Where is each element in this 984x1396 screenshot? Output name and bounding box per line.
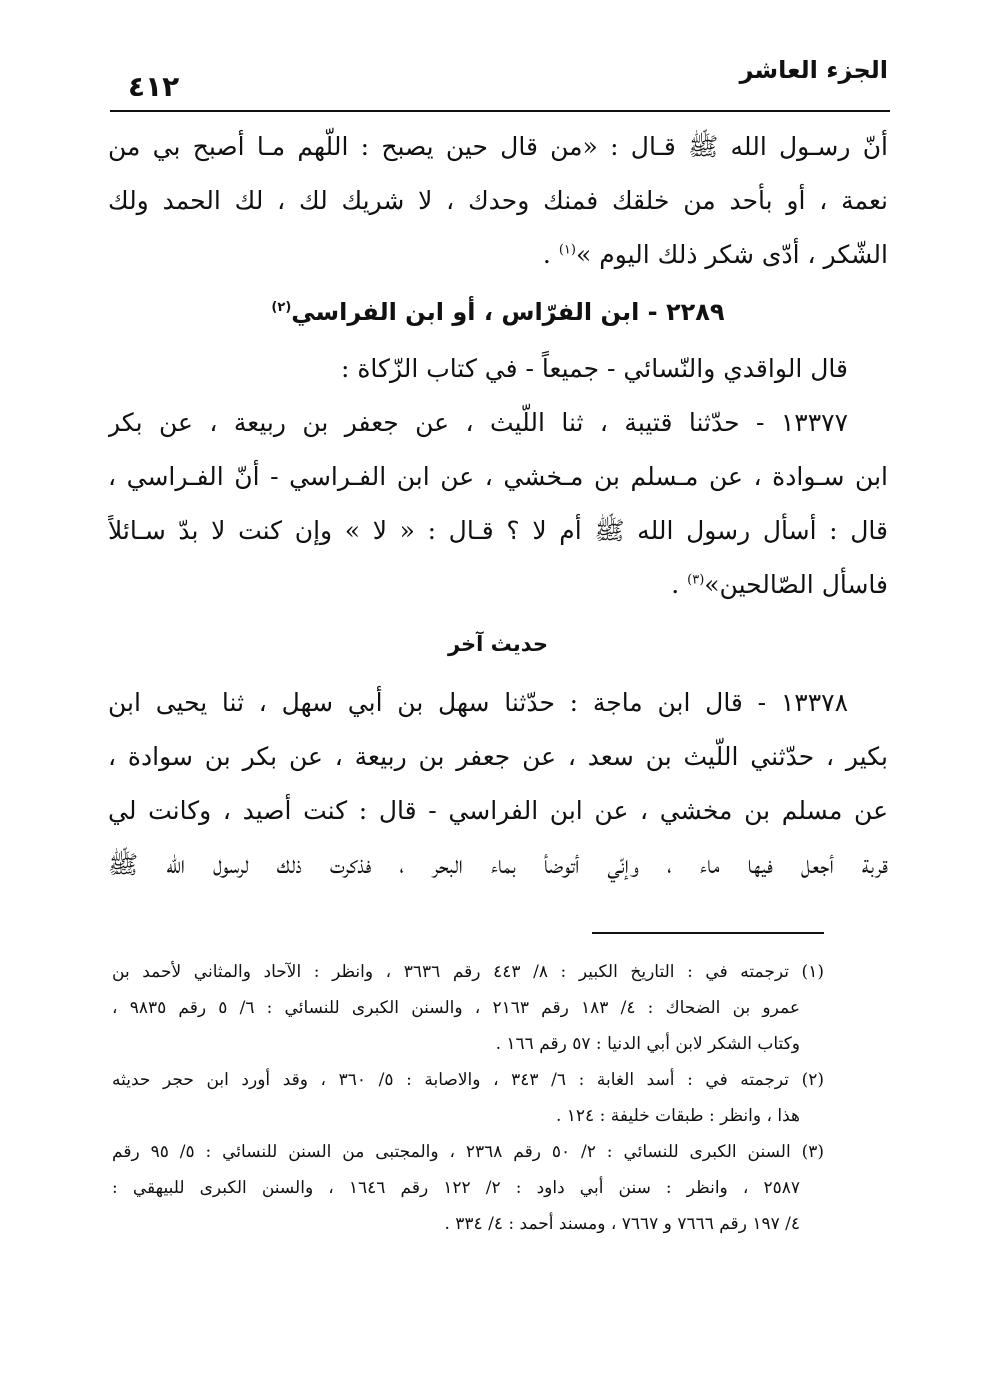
page-number: ٤١٢ [128, 70, 180, 103]
text-line: فاسأل الصّالحين»$^{(٣)}$ . [671, 570, 888, 599]
footnote-2-line: هذا ، وانظر : طبقات خليفة : ١٢٤ . [555, 1106, 800, 1126]
text-line: نعمة ، أو بأحد من خلقك فمنك وحدك ، لا شريك لك ، لك الحمد ولك [108, 186, 888, 215]
text-line: عن مسلم بن مخشي ، عن ابن الفراسي - قال : كنت أصيد ، وكانت لي [108, 796, 888, 825]
text-line: بكير ، حدّثني اللّيث بن سعد ، عن جعفر بن ربيعة ، عن بكر بن سوادة ، [108, 742, 888, 771]
header-rule [110, 110, 890, 112]
running-title: الجزء العاشر [739, 56, 888, 84]
main-text [108, 120, 888, 892]
footnotes [112, 954, 824, 1242]
footnote-2: (٢) ترجمته في : أسد الغابة : ٦/ ٣٤٣ ، والاصابة : ٥/ ٣٦٠ ، وقد أورد ابن حجر حديثه [112, 1070, 824, 1090]
footnote-ref: (٢) [271, 300, 292, 315]
footnote-rule [592, 932, 824, 934]
entry-heading: ٢٢٨٩ - ابن الفرّاس ، أو ابن الفراسي$^{(٢)}$ [271, 298, 725, 326]
text-line: قربة أجعل فيها ماء ، وإنّي أتوضأ بماء البحر ، فذكرت ذلك لرسول الله ﷺ [108, 850, 888, 879]
footnote-3-line: ٢٥٨٧ ، وانظر : سنن أبي داود : ٢/ ١٢٢ رقم ١٦٤٦ ، والسنن الكبرى للبيهقي : [112, 1178, 800, 1198]
text-line: أنّ رسـول الله ﷺ قـال : «من قال حين يصبح : اللّهم مـا أصبح بي من [108, 132, 888, 161]
section-heading: حديث آخر [447, 632, 549, 656]
footnote-3: (٣) السنن الكبرى للنسائي : ٢/ ٥٠ رقم ٢٣٦٨ ، والمجتبى من السنن للنسائي : ٥/ ٩٥ رقم [112, 1142, 824, 1162]
hadith-line: ١٣٣٧٧ - حدّثنا قتيبة ، ثنا اللّيث ، عن جعفر بن ربيعة ، عن بكر [108, 408, 848, 437]
hadith-line: ١٣٣٧٨ - قال ابن ماجة : حدّثنا سهل بن أبي سهل ، ثنا يحيى ابن [108, 688, 848, 717]
text-line: قال الواقدي والنّسائي - جميعاً - في كتاب الزّكاة : [340, 354, 848, 383]
text-line: قال : أسأل رسول الله ﷺ أم لا ؟ قـال : « لا » وإن كنت لا بدّ سـائلاً [108, 516, 888, 545]
footnote-3-line: ٤/ ١٩٧ رقم ٧٦٦٦ و ٧٦٦٧ ، ومسند أحمد : ٤/ ٣٣٤ . [444, 1214, 800, 1234]
footnote-ref: (٣) [687, 572, 705, 588]
text-line: الشّكر ، أدّى شكر ذلك اليوم »$^{(١)}$ . [542, 240, 888, 269]
text-line: ابن سـوادة ، عن مـسلم بن مـخشي ، عن ابن الفـراسي - أنّ الفـراسي ، [108, 462, 888, 491]
footnote-1-line: وكتاب الشكر لابن أبي الدنيا : ٥٧ رقم ١٦٦ . [495, 1034, 800, 1054]
footnote-1: (١) ترجمته في : التاريخ الكبير : ٨/ ٤٤٣ رقم ٣٦٣٦ ، وانظر : الآحاد والمثاني لأحمد بن [112, 962, 824, 982]
footnote-ref: (١) [558, 242, 576, 258]
footnote-1-line: عمرو بن الضحاك : ٤/ ١٨٣ رقم ٢١٦٣ ، والسنن الكبرى للنسائي : ٦/ ٥ رقم ٩٨٣٥ ، [112, 998, 800, 1018]
